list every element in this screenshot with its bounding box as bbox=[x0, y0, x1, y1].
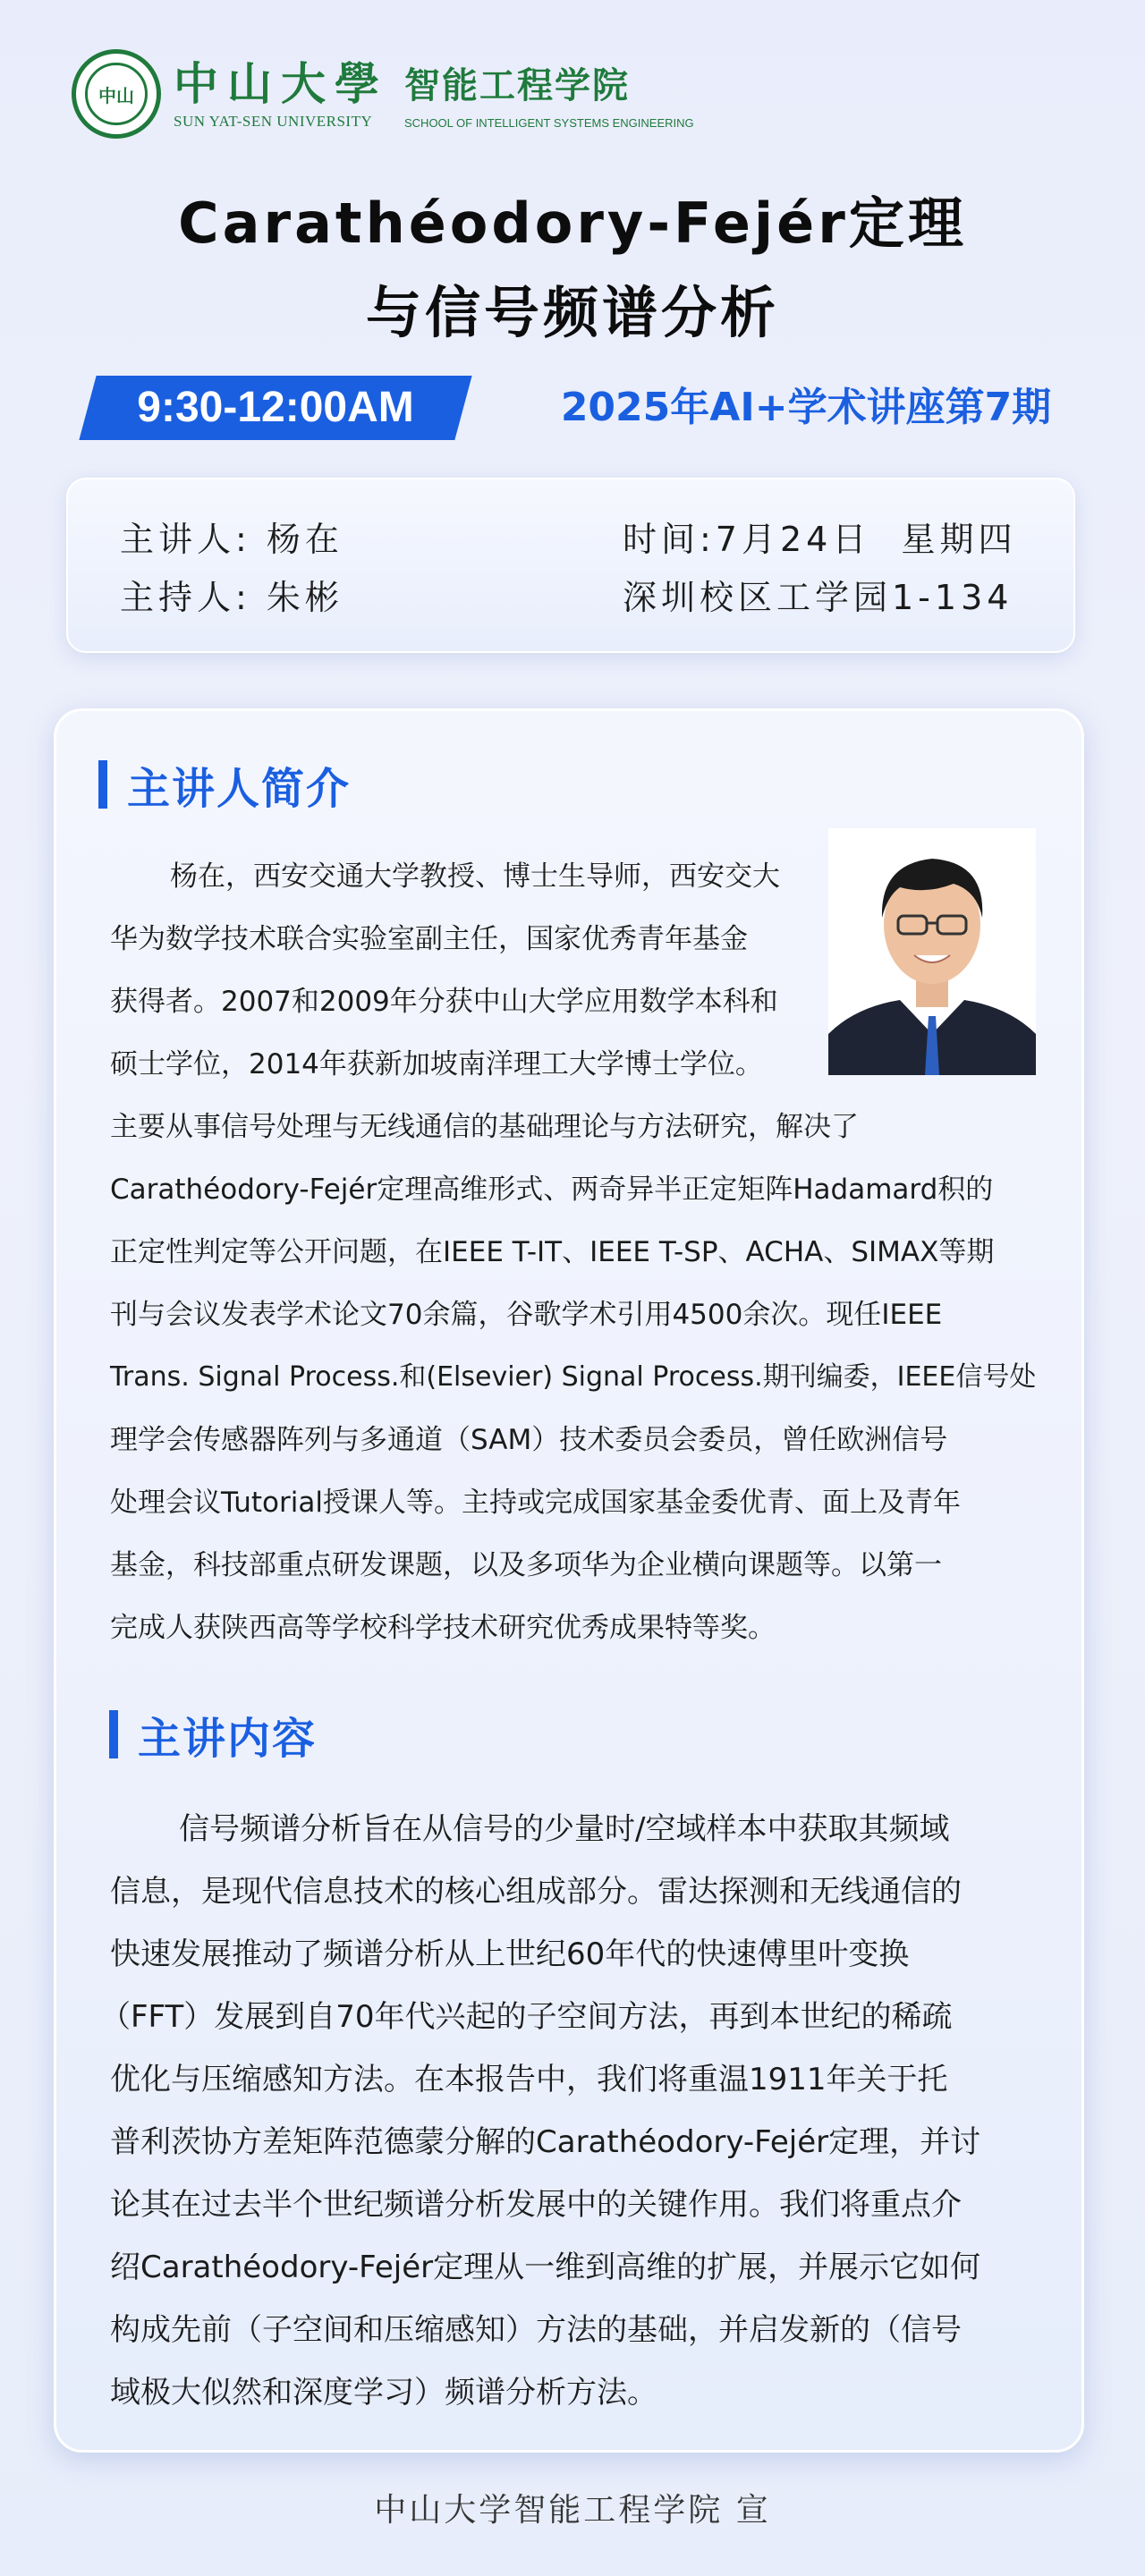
content-line: 普利茨协方差矩阵范德蒙分解的Carathéodory-Fejér定理，并讨 bbox=[110, 2124, 981, 2160]
school-name bbox=[404, 59, 694, 130]
bio-line: 硕士学位，2014年获新加坡南洋理工大学博士学位。 bbox=[110, 1048, 763, 1080]
speaker-photo bbox=[828, 828, 1036, 1075]
content-section-heading bbox=[109, 1703, 317, 1766]
bio-line: 处理会议Tutorial授课人等。主持或完成国家基金委优青、面上及青年 bbox=[110, 1487, 961, 1519]
content-line: 域极大似然和深度学习）频谱分析方法。 bbox=[110, 2375, 657, 2411]
series-label: 2025年AI+学术讲座第7期 bbox=[560, 385, 1052, 430]
content-line: 优化与压缩感知方法。在本报告中，我们将重温1911年关于托 bbox=[110, 2062, 948, 2097]
content-line: 信息，是现代信息技术的核心组成部分。雷达探测和无线通信的 bbox=[110, 1874, 962, 1910]
title-line-1: Carathéodory-Fejér定理 bbox=[178, 191, 967, 256]
location-info: 深圳校区工学园1-134 bbox=[623, 578, 1014, 617]
speaker-info: 主讲人: 杨在 bbox=[120, 520, 344, 559]
content-line: （FFT）发展到自70年代兴起的子空间方法，再到本世纪的稀疏 bbox=[100, 1999, 953, 2035]
content-heading-text: 主讲内容 bbox=[138, 1713, 318, 1764]
bio-line: 理学会传感器阵列与多通道（SAM）技术委员会委员，曾任欧洲信号 bbox=[110, 1424, 948, 1456]
university-seal-icon bbox=[72, 49, 161, 139]
heading-bar bbox=[109, 1710, 118, 1758]
content-line: 论其在过去半个世纪频谱分析发展中的关键作用。我们将重点介 bbox=[110, 2187, 962, 2223]
content-line: 构成先前（子空间和压缩感知）方法的基础，并启发新的（信号 bbox=[110, 2312, 962, 2348]
heading-bar bbox=[98, 760, 107, 809]
time-info: 时间:7月24日 星期四 bbox=[623, 520, 1017, 559]
bio-line: 主要从事信号处理与无线通信的基础理论与方法研究，解决了 bbox=[110, 1111, 859, 1143]
school-name-en: SCHOOL OF INTELLIGENT SYSTEMS ENGINEERING bbox=[404, 115, 694, 130]
time-tag: 9:30-12:00AM bbox=[137, 384, 414, 431]
bio-line: Trans. Signal Process.和(Elsevier) Signal Process.期刊编委，IEEE信号处 bbox=[110, 1361, 1037, 1393]
university-name-en: SUN YAT-SEN UNIVERSITY bbox=[174, 113, 373, 130]
speaker-portrait-icon bbox=[828, 828, 1036, 1075]
bio-line: 杨在，西安交通大学教授、博士生导师，西安交大 bbox=[170, 860, 780, 893]
content-line: 信号频谱分析旨在从信号的少量时/空域样本中获取其频域 bbox=[179, 1811, 950, 1847]
bio-section-heading bbox=[98, 753, 351, 816]
bio-line: 获得者。2007和2009年分获中山大学应用数学本科和 bbox=[110, 986, 778, 1018]
content-line: 快速发展推动了频谱分析从上世纪60年代的快速傅里叶变换 bbox=[110, 1936, 910, 1972]
bio-line: Carathéodory-Fejér定理高维形式、两奇异半正定矩阵Hadamard积的 bbox=[110, 1174, 994, 1206]
bio-line: 完成人获陕西高等学校科学技术研究优秀成果特等奖。 bbox=[110, 1612, 776, 1644]
header bbox=[72, 45, 694, 143]
bio-line: 正定性判定等公开问题，在IEEE T-IT、IEEE T-SP、ACHA、SIMAX等期 bbox=[110, 1236, 995, 1268]
title-line-2: 与信号频谱分析 bbox=[365, 280, 779, 345]
school-name-cn: 智能工程学院 bbox=[404, 64, 630, 106]
bio-line: 刊与会议发表学术论文70余篇，谷歌学术引用4500余次。现任IEEE bbox=[110, 1299, 943, 1331]
footer: 中山大学智能工程学院 宣 bbox=[374, 2492, 771, 2529]
university-name bbox=[174, 57, 388, 131]
host-info: 主持人: 朱彬 bbox=[120, 578, 344, 617]
bio-line: 基金，科技部重点研发课题，以及多项华为企业横向课题等。以第一 bbox=[110, 1549, 942, 1581]
seal-inner: 中山 bbox=[85, 63, 148, 125]
bio-line: 华为数学技术联合实验室副主任，国家优秀青年基金 bbox=[110, 923, 748, 955]
bio-heading-text: 主讲人简介 bbox=[127, 763, 352, 814]
content-line: 绍Carathéodory-Fejér定理从一维到高维的扩展，并展示它如何 bbox=[110, 2250, 981, 2285]
university-name-cn: 中山大學 bbox=[174, 57, 388, 110]
lecture-title bbox=[0, 179, 1145, 358]
